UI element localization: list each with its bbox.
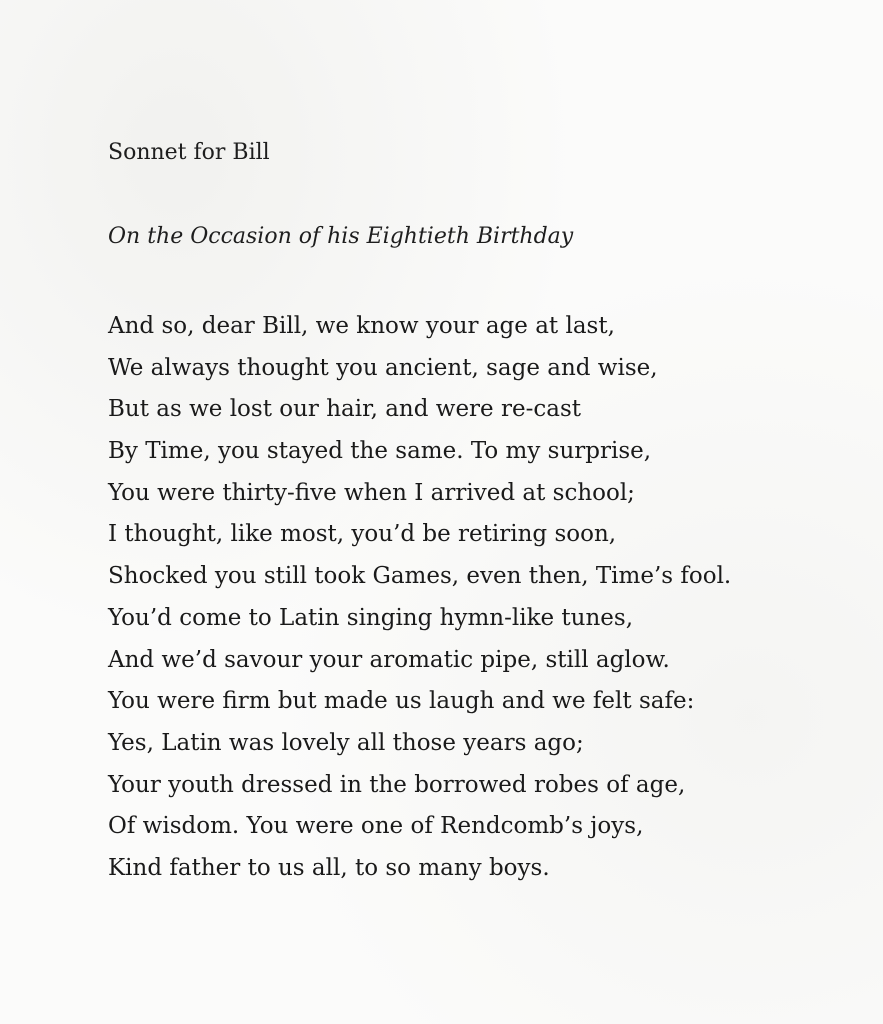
poem-line-8: You’d come to Latin singing hymn-like tunes, xyxy=(108,604,634,631)
poem-subtitle: On the Occasion of his Eightieth Birthday xyxy=(108,224,574,249)
poem-line-1: And so, dear Bill, we know your age at last, xyxy=(108,313,615,339)
poem-line-5: You were thirty-five when I arrived at school; xyxy=(108,479,635,506)
poem-line-14: Kind father to us all, to so many boys. xyxy=(108,854,550,881)
poem-body xyxy=(108,306,731,890)
poem-line-13: Of wisdom. You were one of Rendcomb’s joys, xyxy=(108,813,644,840)
poem-line-4: By Time, you stayed the same. To my surprise, xyxy=(108,438,652,465)
poem-line-2: We always thought you ancient, sage and wise, xyxy=(108,354,658,381)
poem-line-9: And we’d savour your aromatic pipe, still aglow. xyxy=(108,646,670,673)
poem-line-6: I thought, like most, you’d be retiring soon, xyxy=(108,521,617,548)
poem-line-11: Yes, Latin was lovely all those years ago; xyxy=(108,729,584,756)
poem-line-7: Shocked you still took Games, even then, Time’s fool. xyxy=(108,563,732,590)
poem-line-12: Your youth dressed in the borrowed robes of age, xyxy=(108,771,686,798)
poem-title: Sonnet for Bill xyxy=(108,140,270,165)
poem-line-10: You were firm but made us laugh and we felt safe: xyxy=(108,688,695,715)
poem-line-3: But as we lost our hair, and were re-cast xyxy=(108,396,581,423)
